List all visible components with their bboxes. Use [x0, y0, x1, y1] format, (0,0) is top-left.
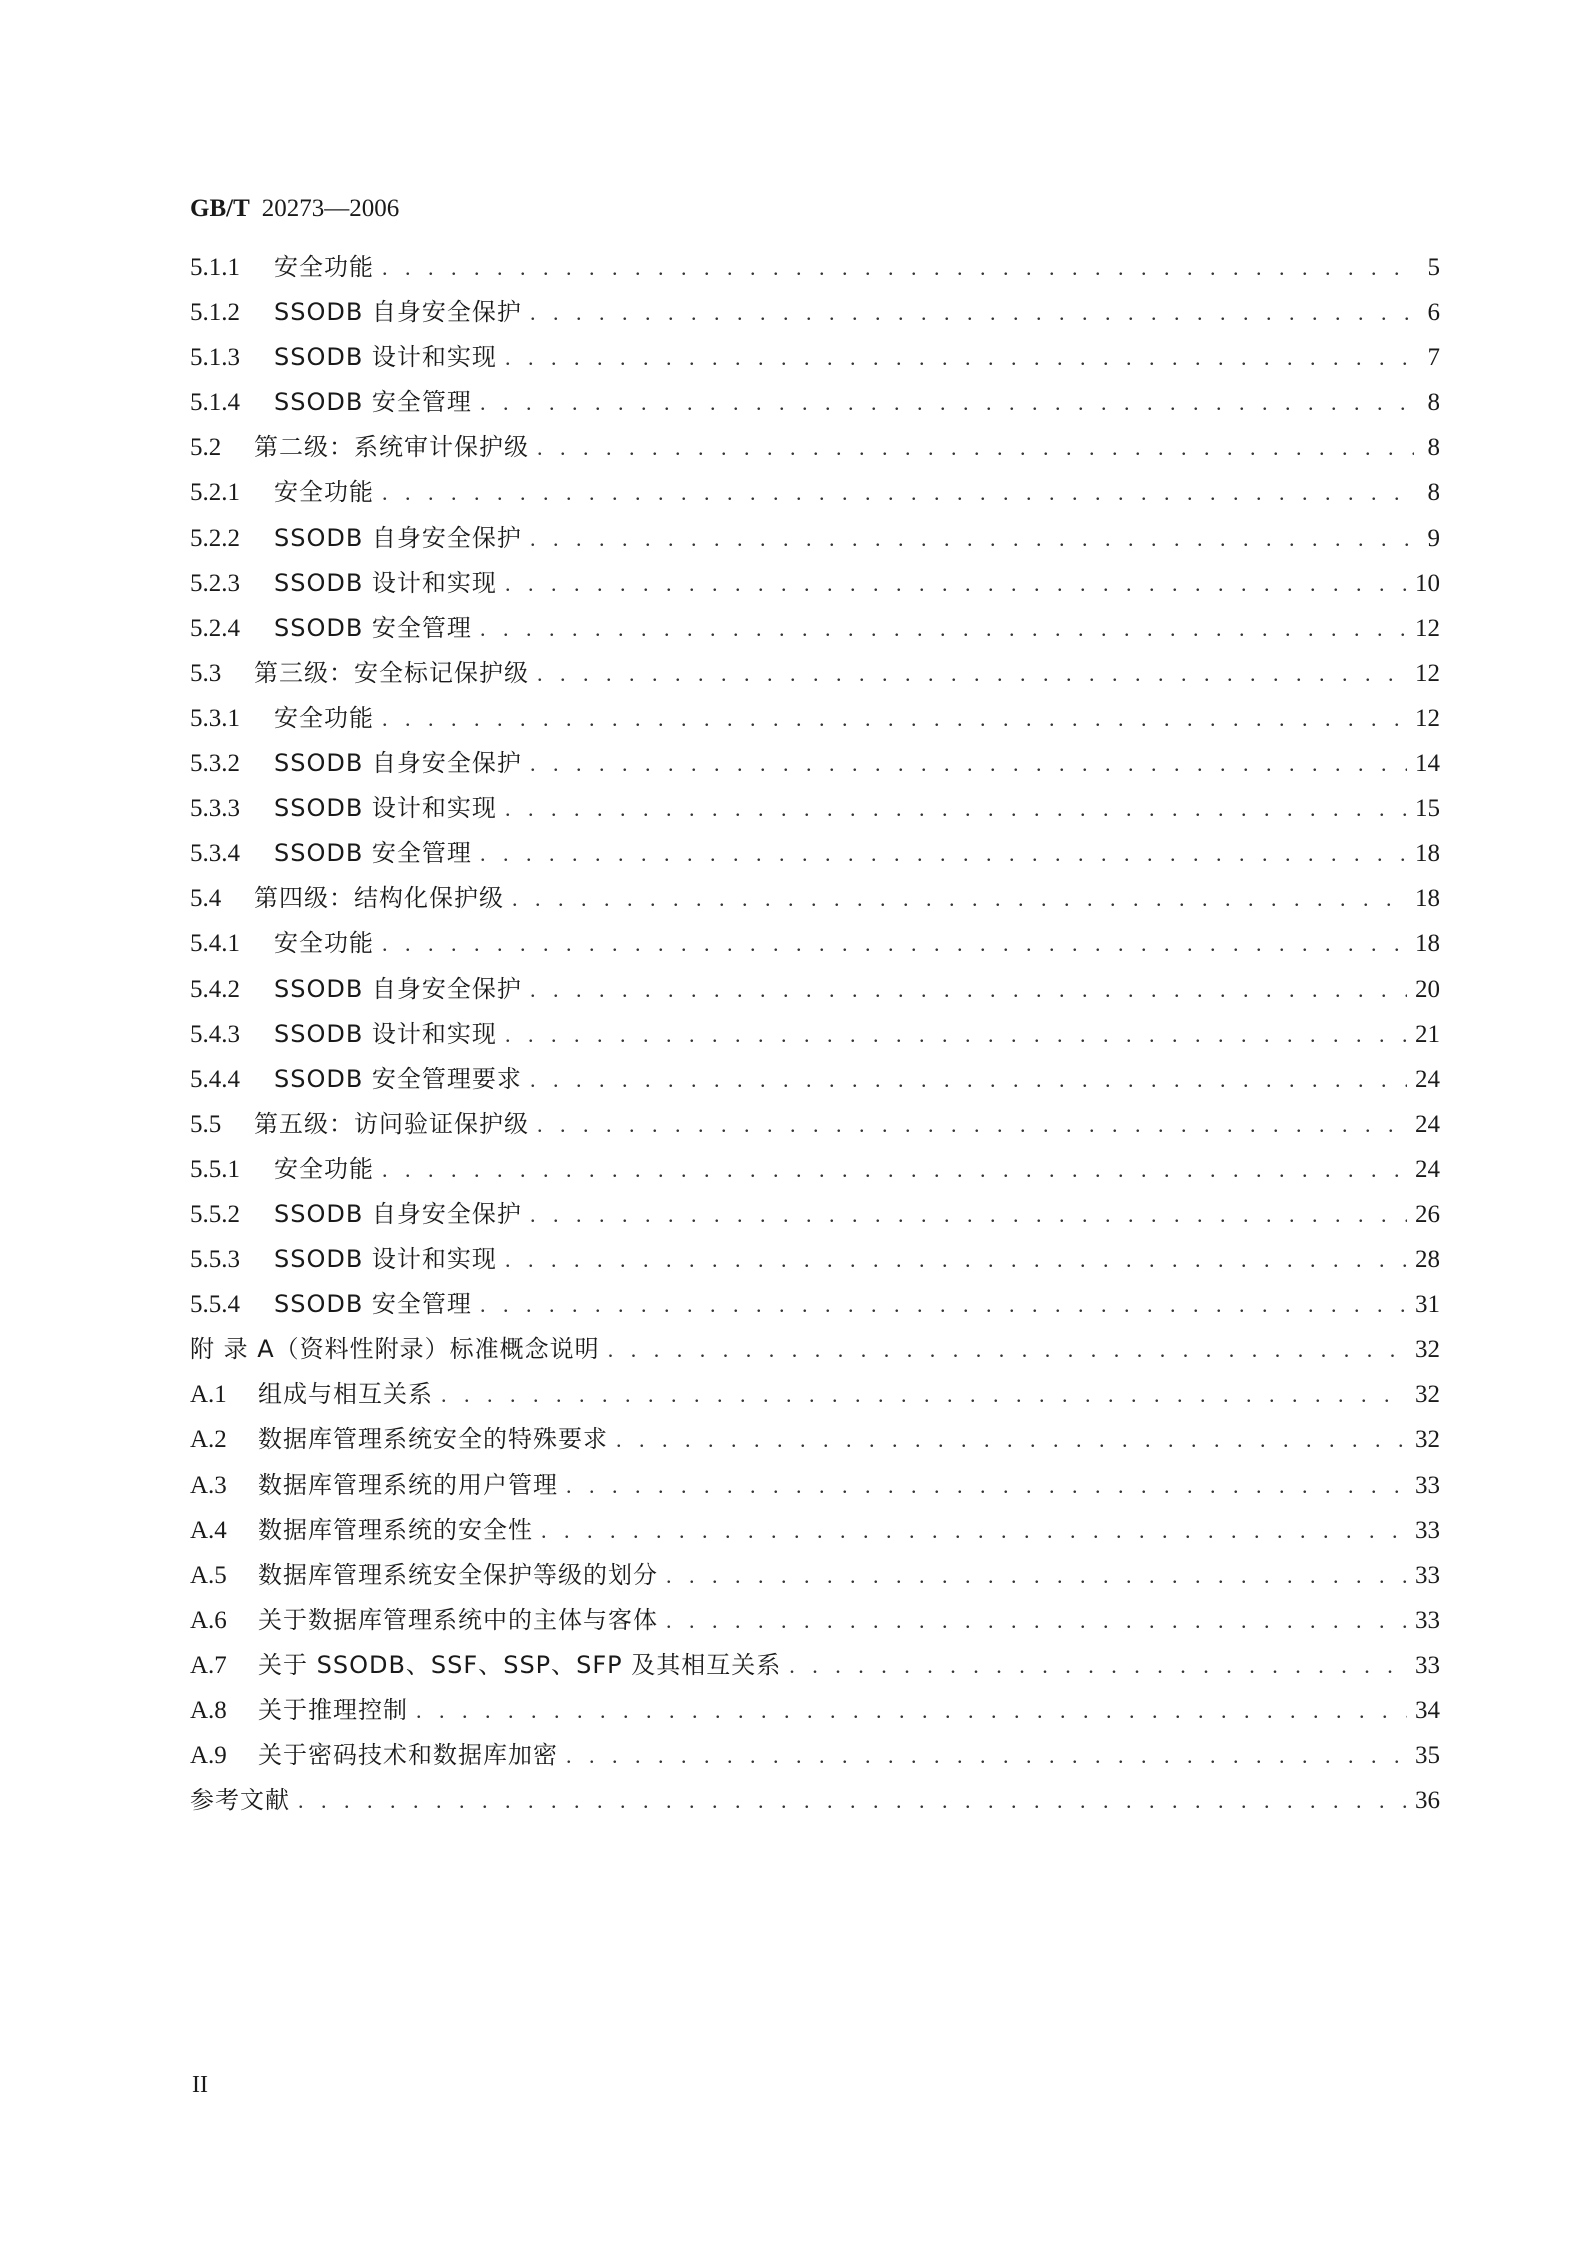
toc-dot-leader	[505, 335, 1414, 380]
toc-entry-page: 9	[1427, 524, 1440, 552]
toc-entry-page: 24	[1415, 1110, 1440, 1138]
toc-entry-number: 5.4.1	[190, 930, 240, 958]
toc-entry[interactable]	[190, 786, 1440, 831]
toc-entry-number: 5.5.1	[190, 1155, 240, 1183]
toc-entry-page: 18	[1415, 885, 1440, 913]
toc-entry[interactable]	[190, 1643, 1440, 1688]
toc-entry-number: 5.3.2	[190, 750, 240, 778]
toc-entry-page: 33	[1415, 1606, 1440, 1634]
toc-dot-leader	[505, 786, 1407, 831]
toc-entry-page: 15	[1415, 795, 1440, 823]
toc-dot-leader	[505, 1012, 1407, 1057]
toc-entry-number: A.4	[190, 1516, 227, 1544]
toc-entry[interactable]	[190, 1463, 1440, 1508]
toc-entry-title: SSODB 自身安全保护	[274, 1199, 522, 1228]
toc-entry-page: 14	[1415, 750, 1440, 778]
toc-entry[interactable]	[190, 380, 1440, 425]
toc-entry-number: 5.2.2	[190, 524, 240, 552]
toc-entry-number: A.6	[190, 1606, 227, 1634]
toc-entry-number: A.2	[190, 1426, 227, 1454]
toc-entry-page: 33	[1415, 1651, 1440, 1679]
toc-entry[interactable]	[190, 290, 1440, 335]
toc-entry-number: 5.4.2	[190, 975, 240, 1003]
toc-entry[interactable]	[190, 245, 1440, 290]
standard-number: 20273—2006	[261, 195, 400, 222]
toc-dot-leader	[298, 1778, 1407, 1823]
toc-entry-number: 5.2.1	[190, 479, 240, 507]
toc-dot-leader	[530, 290, 1414, 335]
toc-entry-number: 5.1.4	[190, 389, 240, 417]
toc-entry-title: SSODB 自身安全保护	[274, 298, 522, 327]
toc-entry-title: SSODB 自身安全保护	[274, 974, 522, 1003]
toc-entry-number: A.8	[190, 1697, 227, 1724]
page-number: II	[192, 2072, 208, 2098]
toc-entry-title: SSODB 安全管理要求	[274, 1064, 522, 1093]
toc-entry[interactable]	[190, 1417, 1440, 1462]
toc-entry[interactable]	[190, 1192, 1440, 1237]
toc-entry[interactable]	[190, 741, 1440, 786]
toc-dot-leader	[441, 1372, 1407, 1417]
toc-entry-number: 5.1.2	[190, 299, 240, 327]
toc-dot-leader	[480, 831, 1407, 876]
toc-dot-leader	[541, 1508, 1407, 1553]
toc-entry-page: 12	[1415, 704, 1440, 732]
toc-entry-title: SSODB 自身安全保护	[274, 749, 522, 778]
toc-entry-number: 5.5	[190, 1110, 222, 1138]
toc-entry[interactable]	[190, 921, 1440, 966]
toc-entry-page: 33	[1415, 1561, 1440, 1589]
toc-entry-number: A.9	[190, 1742, 227, 1770]
standard-code: GB/T	[190, 195, 250, 222]
toc-entry-page: 31	[1415, 1291, 1440, 1319]
toc-dot-leader	[616, 1417, 1407, 1462]
toc-entry-page: 18	[1415, 840, 1440, 868]
toc-entry-number: 5.4	[190, 885, 222, 913]
toc-dot-leader	[382, 696, 1407, 741]
toc-dot-leader	[537, 651, 1407, 696]
toc-entry-page: 21	[1415, 1020, 1440, 1048]
toc-entry-title: 安全功能	[274, 929, 374, 958]
toc-dot-leader	[666, 1553, 1407, 1598]
toc-entry[interactable]	[190, 1598, 1440, 1643]
toc-entry-page: 10	[1415, 569, 1440, 597]
toc-entry-title: 数据库管理系统安全的特殊要求	[258, 1425, 608, 1454]
toc-entry-page: 7	[1427, 344, 1440, 372]
toc-entry-number: 5.3.4	[190, 840, 240, 868]
toc-entry-title: 第五级：访问验证保护级	[254, 1109, 529, 1138]
toc-dot-leader	[530, 967, 1407, 1012]
toc-entry-title: SSODB 设计和实现	[274, 568, 497, 597]
toc-entry-page: 20	[1415, 975, 1440, 1003]
toc-dot-leader	[480, 380, 1414, 425]
toc-entry-title: SSODB 设计和实现	[274, 343, 497, 372]
toc-entry[interactable]	[190, 606, 1440, 651]
toc-entry[interactable]	[190, 967, 1440, 1012]
toc-dot-leader	[566, 1733, 1407, 1778]
toc-entry-page: 6	[1427, 299, 1440, 327]
toc-entry-number: 5.5.2	[190, 1200, 240, 1228]
toc-entry-page: 26	[1415, 1200, 1440, 1228]
toc-entry-number: 5.2.3	[190, 569, 240, 597]
toc-dot-leader	[530, 741, 1407, 786]
toc-entry-page: 8	[1427, 389, 1440, 417]
toc-entry[interactable]	[190, 696, 1440, 741]
toc-dot-leader	[416, 1688, 1407, 1733]
toc-entry-page: 28	[1415, 1246, 1440, 1274]
toc-entry-title: 安全功能	[274, 703, 374, 732]
toc-dot-leader	[382, 470, 1414, 515]
toc-entry[interactable]	[190, 1508, 1440, 1553]
toc-dot-leader	[789, 1643, 1407, 1688]
toc-dot-leader	[537, 1102, 1407, 1147]
toc-entry[interactable]	[190, 1102, 1440, 1147]
toc-entry[interactable]	[190, 876, 1440, 921]
toc-entry-title: 关于数据库管理系统中的主体与客体	[258, 1605, 658, 1634]
toc-entry-title: SSODB 设计和实现	[274, 1245, 497, 1274]
toc-dot-leader	[382, 921, 1407, 966]
toc-entry-title: 关于推理控制	[258, 1696, 408, 1724]
toc-entry-title: 关于密码技术和数据库加密	[258, 1741, 558, 1770]
toc-entry-page: 5	[1427, 254, 1440, 281]
toc-entry-number: 5.5.4	[190, 1291, 240, 1319]
toc-entry-page: 12	[1415, 614, 1440, 642]
toc-entry-title: 附 录 A（资料性附录）标准概念说明	[190, 1335, 600, 1364]
toc-entry-page: 35	[1415, 1742, 1440, 1770]
toc-entry-title: 组成与相互关系	[258, 1380, 433, 1409]
toc-entry-page: 24	[1415, 1065, 1440, 1093]
toc-dot-leader	[382, 245, 1414, 290]
toc-entry-page: 34	[1415, 1697, 1440, 1724]
toc-entry-page: 32	[1415, 1426, 1440, 1454]
toc-entry-title: SSODB 设计和实现	[274, 1019, 497, 1048]
toc-entry[interactable]	[190, 1057, 1440, 1102]
toc-entry-page: 12	[1415, 659, 1440, 687]
toc-entry-page: 18	[1415, 930, 1440, 958]
toc-dot-leader	[480, 606, 1407, 651]
toc-entry[interactable]	[190, 516, 1440, 561]
toc-entry-number: 5.1.1	[190, 254, 240, 281]
toc-dot-leader	[530, 1192, 1407, 1237]
toc-entry-title: 关于 SSODB、SSF、SSP、SFP 及其相互关系	[258, 1650, 782, 1679]
document-identifier	[190, 188, 399, 229]
toc-entry-title: SSODB 安全管理	[274, 839, 472, 868]
toc-entry[interactable]	[190, 335, 1440, 380]
toc-dot-leader	[530, 1057, 1407, 1102]
toc-entry-number: A.7	[190, 1651, 227, 1679]
toc-entry[interactable]	[190, 1282, 1440, 1327]
toc-entry-title: 数据库管理系统的用户管理	[258, 1470, 558, 1499]
toc-entry-page: 24	[1415, 1155, 1440, 1183]
toc-entry-number: A.1	[190, 1381, 227, 1409]
toc-dot-leader	[480, 1282, 1407, 1327]
toc-entry-title: 第四级：结构化保护级	[254, 884, 504, 913]
toc-entry-number: 5.1.3	[190, 344, 240, 372]
toc-entry[interactable]	[190, 470, 1440, 515]
toc-entry-title: 第三级：安全标记保护级	[254, 658, 529, 687]
toc-entry[interactable]	[190, 1372, 1440, 1417]
toc-entry-number: 5.2.4	[190, 614, 240, 642]
toc-entry-title: 参考文献	[190, 1786, 290, 1815]
table-of-contents	[190, 245, 1440, 1823]
toc-entry[interactable]	[190, 651, 1440, 696]
toc-dot-leader	[530, 516, 1414, 561]
toc-entry-title: 数据库管理系统的安全性	[258, 1515, 533, 1544]
toc-entry-title: 安全功能	[274, 253, 374, 281]
toc-dot-leader	[566, 1463, 1407, 1508]
toc-entry[interactable]	[190, 831, 1440, 876]
toc-dot-leader	[505, 1237, 1407, 1282]
toc-entry-page: 8	[1427, 479, 1440, 507]
toc-entry-page: 33	[1415, 1516, 1440, 1544]
toc-dot-leader	[537, 425, 1414, 470]
toc-dot-leader	[505, 561, 1407, 606]
toc-entry-number: 5.4.4	[190, 1065, 240, 1093]
toc-entry-number: 5.3	[190, 659, 222, 687]
toc-entry-title: 安全功能	[274, 478, 374, 507]
toc-entry[interactable]	[190, 1147, 1440, 1192]
toc-entry[interactable]	[190, 561, 1440, 606]
toc-entry-title: SSODB 安全管理	[274, 388, 472, 417]
toc-entry-title: 第二级：系统审计保护级	[254, 433, 529, 462]
toc-dot-leader	[382, 1147, 1407, 1192]
toc-dot-leader	[608, 1327, 1407, 1372]
toc-entry-page: 33	[1415, 1471, 1440, 1499]
toc-entry-page: 32	[1415, 1381, 1440, 1409]
toc-entry-title: SSODB 安全管理	[274, 613, 472, 642]
toc-entry-title: SSODB 自身安全保护	[274, 523, 522, 552]
toc-entry-number: A.3	[190, 1471, 227, 1499]
toc-entry[interactable]	[190, 1688, 1440, 1733]
toc-entry[interactable]	[190, 1237, 1440, 1282]
toc-entry-number: 5.3.3	[190, 795, 240, 823]
toc-entry-page: 8	[1427, 434, 1440, 462]
toc-entry[interactable]	[190, 1012, 1440, 1057]
toc-dot-leader	[666, 1598, 1407, 1643]
toc-entry-number: 5.4.3	[190, 1020, 240, 1048]
toc-entry-number: A.5	[190, 1561, 227, 1589]
toc-entry[interactable]	[190, 1733, 1440, 1778]
toc-entry-page: 32	[1415, 1336, 1440, 1364]
toc-entry-title: 数据库管理系统安全保护等级的划分	[258, 1560, 658, 1589]
toc-dot-leader	[512, 876, 1407, 921]
toc-entry[interactable]	[190, 1778, 1440, 1823]
toc-entry-number: 5.2	[190, 434, 222, 462]
toc-entry-title: 安全功能	[274, 1154, 374, 1183]
toc-entry-number: 5.5.3	[190, 1246, 240, 1274]
toc-entry[interactable]	[190, 1327, 1440, 1372]
toc-entry-title: SSODB 设计和实现	[274, 794, 497, 823]
toc-entry-number: 5.3.1	[190, 704, 240, 732]
toc-entry[interactable]	[190, 1553, 1440, 1598]
toc-entry-page: 36	[1415, 1787, 1440, 1815]
toc-entry[interactable]	[190, 425, 1440, 470]
toc-entry-title: SSODB 安全管理	[274, 1290, 472, 1319]
